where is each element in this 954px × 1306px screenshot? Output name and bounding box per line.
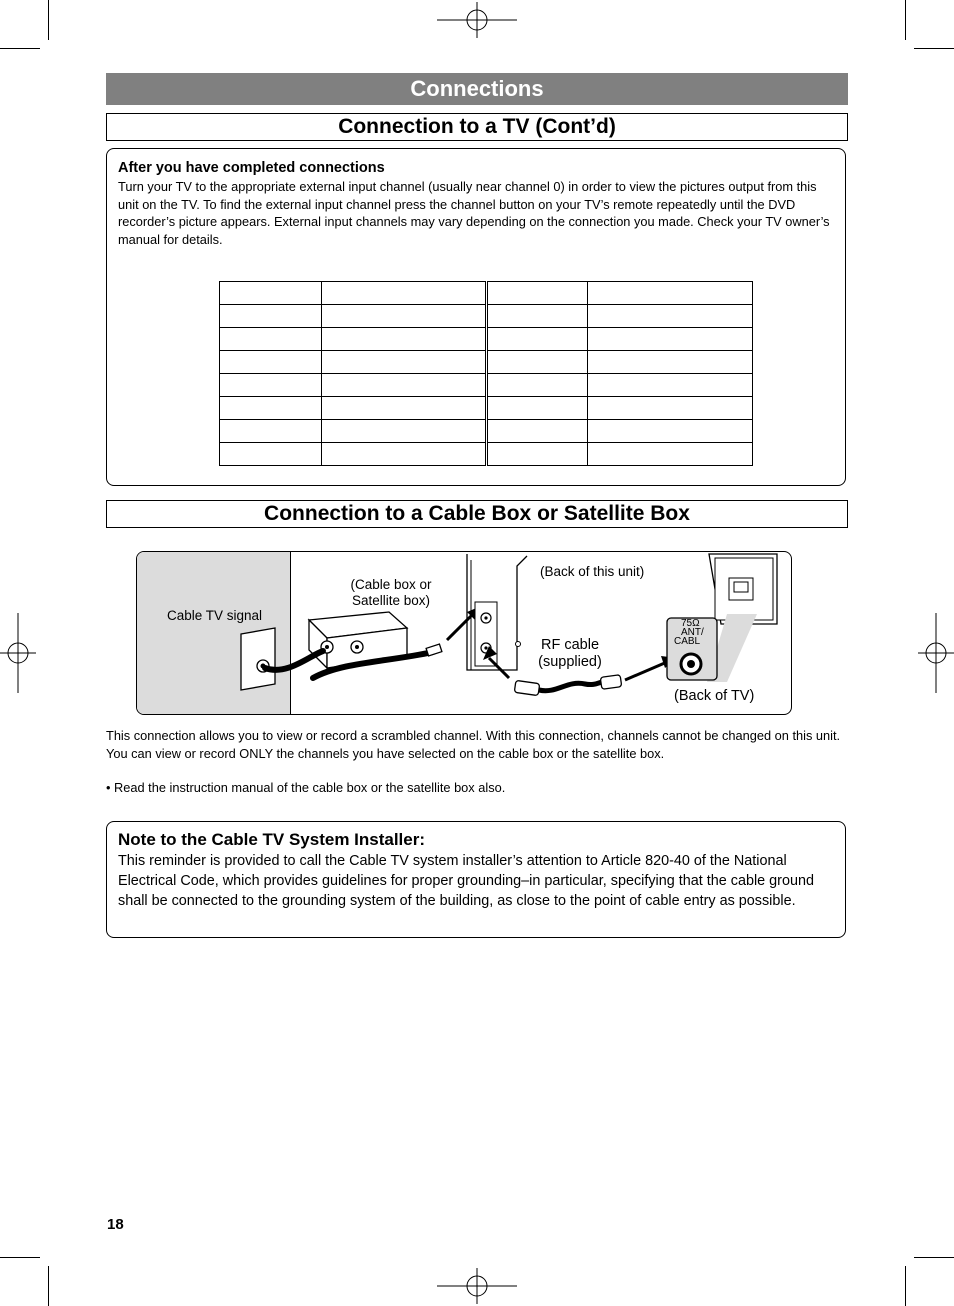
table-cell <box>588 282 753 305</box>
rf-cable-icon <box>514 675 621 696</box>
table-cell <box>321 397 487 420</box>
table-cell <box>321 443 487 466</box>
installer-note-box <box>106 821 846 938</box>
cable-tv-signal-label: Cable TV signal <box>167 608 263 623</box>
table-cell <box>220 397 322 420</box>
table-row <box>220 420 753 443</box>
table-cell <box>487 374 588 397</box>
registration-mark-icon <box>918 613 954 693</box>
table-cell <box>220 351 322 374</box>
registration-mark-icon <box>437 2 517 38</box>
table-cell <box>220 374 322 397</box>
table-cell <box>588 443 753 466</box>
subsection-title-tv: Connection to a TV (Cont’d) <box>106 113 848 141</box>
table-cell <box>487 351 588 374</box>
back-of-tv-label: (Back of TV) <box>674 688 755 704</box>
table-row <box>220 328 753 351</box>
recorder-back-panel-icon <box>467 554 527 670</box>
table-cell <box>321 305 487 328</box>
table-cell <box>321 351 487 374</box>
table-cell <box>220 420 322 443</box>
table-cell <box>321 374 487 397</box>
crop-mark <box>914 1257 954 1258</box>
table-row <box>220 282 753 305</box>
cable-bullet-note: • Read the instruction manual of the cable box or the satellite box also. <box>106 780 506 795</box>
table-cell <box>487 397 588 420</box>
tv-jack-ant: ANT/ <box>681 627 704 638</box>
table-cell <box>588 351 753 374</box>
section-header: Connections <box>106 73 848 105</box>
installer-note-body: This reminder is provided to call the Cable TV system installer’s attention to Article 820-40 of the National Electrical Code, which provides guidelines for proper grounding–in particular, specifying that the cable ground shall be connected to the grounding system of the building, as close to the point of cable entry as possible. <box>118 853 814 909</box>
table-cell <box>487 328 588 351</box>
crop-mark <box>0 1257 40 1258</box>
table-cell <box>321 420 487 443</box>
rf-cable-label: RF cable (supplied) <box>538 637 602 670</box>
table-cell <box>588 328 753 351</box>
table-cell <box>588 374 753 397</box>
subsection-title-cable: Connection to a Cable Box or Satellite Box <box>106 500 848 528</box>
table-cell <box>588 397 753 420</box>
tv-jack-cabl: CABL <box>674 636 701 647</box>
table-row <box>220 443 753 466</box>
after-connections-body: Turn your TV to the appropriate external input channel (usually near channel 0) in order to view the pictures output from this unit on the TV. To find the external input channel press the channel button on your TV’s remote repeatedly until the DVD recorder’s picture appears. External input channels may vary depending on the connection you made. Check your TV owner’s manual for details. <box>118 179 830 247</box>
after-connections-title: After you have completed connections <box>118 160 385 176</box>
table-cell <box>220 305 322 328</box>
table-row <box>220 351 753 374</box>
input-channel-table <box>219 281 753 466</box>
registration-mark-icon <box>0 613 36 693</box>
tv-jack-ohm: 75Ω <box>681 618 700 629</box>
crop-mark <box>48 1266 49 1306</box>
back-of-unit-label: (Back of this unit) <box>540 564 645 579</box>
installer-note-title: Note to the Cable TV System Installer: <box>118 830 426 849</box>
crop-mark <box>914 48 954 49</box>
arrow-icon <box>489 658 509 678</box>
wall-outlet-icon <box>241 628 275 690</box>
crop-mark <box>0 48 40 49</box>
table-cell <box>487 282 588 305</box>
table-cell <box>220 328 322 351</box>
registration-mark-icon <box>437 1268 517 1304</box>
table-cell <box>321 282 487 305</box>
cable-connection-diagram <box>136 551 792 715</box>
table-row <box>220 374 753 397</box>
table-cell <box>487 443 588 466</box>
table-cell <box>220 443 322 466</box>
crop-mark <box>905 1266 906 1306</box>
table-cell <box>588 420 753 443</box>
table-row <box>220 305 753 328</box>
table-cell <box>487 420 588 443</box>
table-cell <box>321 328 487 351</box>
crop-mark <box>48 0 49 40</box>
table-row <box>220 397 753 420</box>
table-cell <box>588 305 753 328</box>
table-cell <box>220 282 322 305</box>
table-cell <box>487 305 588 328</box>
cable-description: This connection allows you to view or record a scrambled channel. With this connection, channels cannot be changed on this unit. You can view or record ONLY the channels you have selected on the cable box or the satellite box. <box>106 728 841 761</box>
cable-box-label: (Cable box or Satellite box) <box>350 577 432 608</box>
crop-mark <box>905 0 906 40</box>
arrow-icon <box>625 662 667 680</box>
page-number: 18 <box>107 1216 124 1233</box>
